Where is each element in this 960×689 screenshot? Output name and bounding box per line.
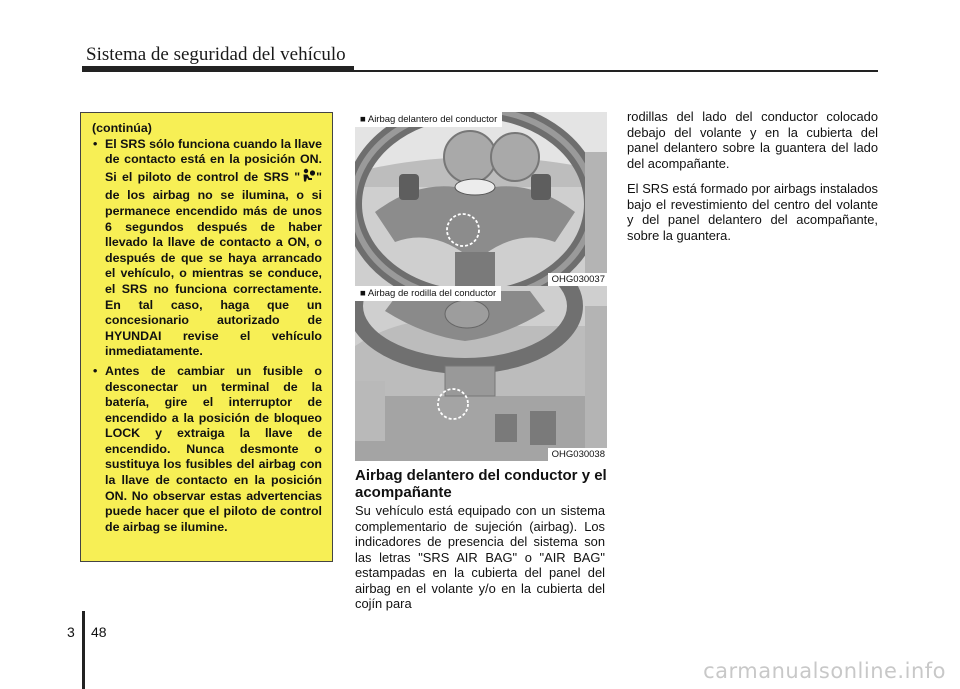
page-number-rule <box>82 611 85 689</box>
warning-bullet-2: • Antes de cambiar un fusible o desconectar un terminal de la batería, gire el interruptor de encendido a la posición de bloqueo LOCK y extraiga la llave de encendido. Nunca desmonte o sustituya los fusibles del airbag con la llave de contacto en la posición ON. No observar estas advertencias puede hacer que el piloto de control de airbag se ilumine. <box>92 364 322 536</box>
watermark: carmanualsonline.info <box>703 659 946 683</box>
page-header-title: Sistema de seguridad del vehículo <box>86 44 346 65</box>
knee-airbag-illustration <box>355 286 607 461</box>
header-rule <box>82 70 878 72</box>
warning-bullet-1-text-before: El SRS sólo funciona cuando la llave de contacto está en la posición ON. Si el piloto de control de SRS " <box>105 136 322 184</box>
figure-caption: ■ Airbag de rodilla del conductor <box>355 286 501 301</box>
body-column-3 <box>627 109 878 243</box>
continued-label: (continúa) <box>92 121 152 135</box>
figure-driver-front-airbag <box>355 112 607 286</box>
page-number: 48 <box>91 624 107 640</box>
figure-driver-knee-airbag <box>355 286 607 461</box>
steering-wheel-illustration <box>355 112 607 286</box>
warning-list <box>92 137 322 536</box>
body-paragraph-1-continued: rodillas del lado del conductor colocado debajo del volante y en la cubierta del panel delantero sobre la guantera del lado del acompañante. <box>627 109 878 171</box>
chapter-number: 3 <box>67 624 75 640</box>
warning-bullet-1-text-after: " de los airbag no se ilumina, o si permanece encendido más de unos 6 segundos después de haber llevado la llave de contacto a ON, o después de que se haya arrancado el vehículo, o mientras se conduce, el SRS no funciona correctamente. En tal caso, haga que un concesionario autorizado de HYUNDAI revise el vehículo inmediatamente. <box>105 169 322 359</box>
body-paragraph-1: Su vehículo está equipado con un sistema complementario de sujeción (airbag). Los indicadores de presencia del sistema son las letras "SRS AIR BAG" o "AIR BAG" estampadas en la cubierta del panel del airbag en el volante y/o en la cubierta del cojín para <box>355 503 605 611</box>
body-paragraph-2: El SRS está formado por airbags instalados bajo el revestimiento del centro del volante y del panel delantero del acompañante, sobre la guantera. <box>627 181 878 243</box>
figure-code: OHG030037 <box>548 273 607 286</box>
airbag-warning-icon <box>300 168 316 189</box>
figure-caption: ■ Airbag delantero del conductor <box>355 112 502 127</box>
warning-bullet-1 <box>92 137 322 360</box>
figure-code: OHG030038 <box>548 448 607 461</box>
warning-box <box>80 112 333 562</box>
section-heading: Airbag delantero del conductor y el acompañante <box>355 467 607 501</box>
